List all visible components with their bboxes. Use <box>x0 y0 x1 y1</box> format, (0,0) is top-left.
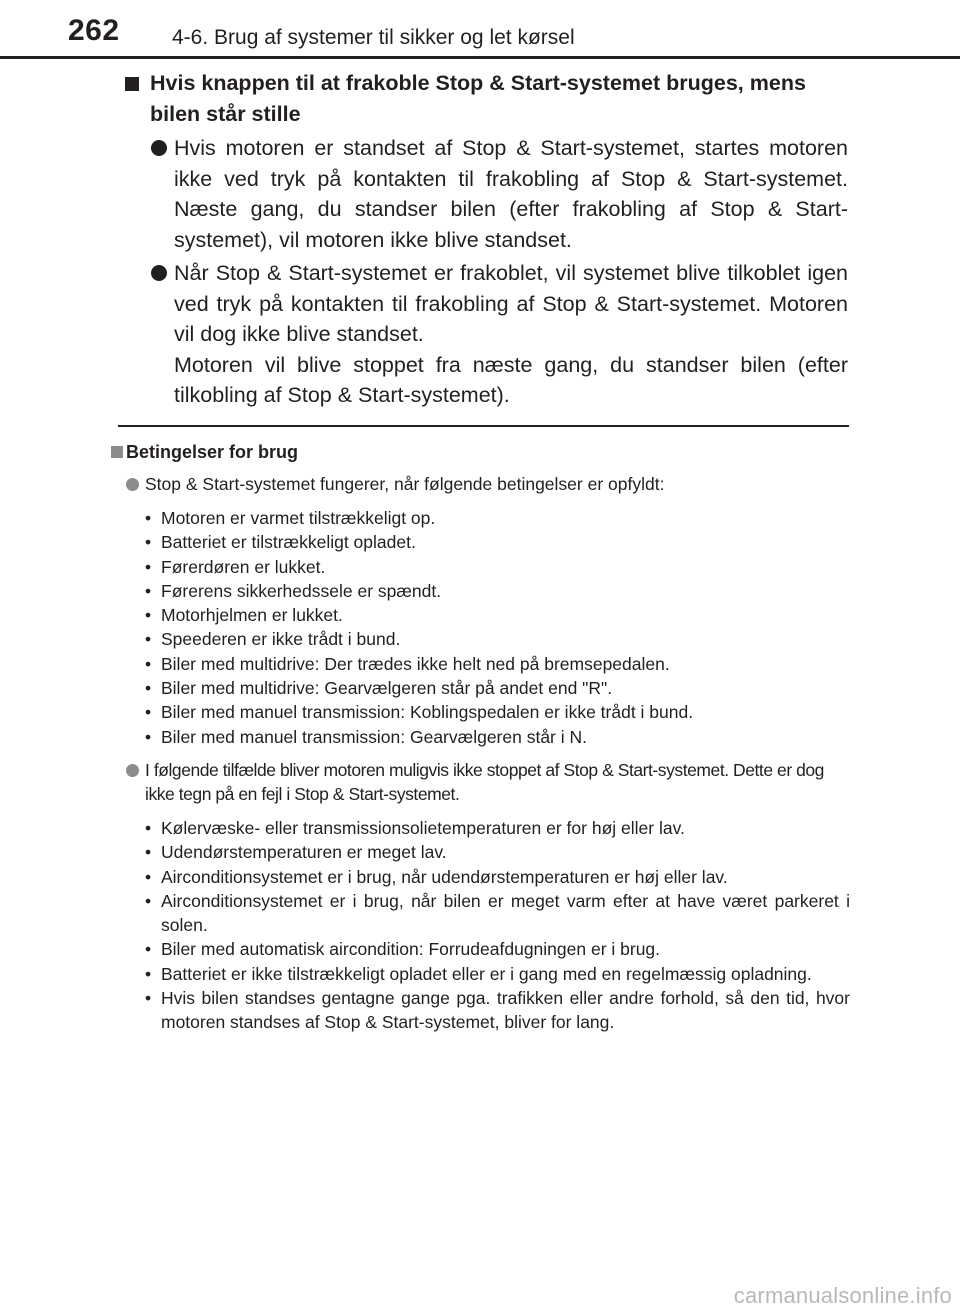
bullet-icon: • <box>145 532 152 553</box>
main-bullet-1 <box>123 133 848 255</box>
main-heading: Hvis knappen til at frakoble Stop & Start-systemet bruges, mens bilen står stille <box>150 71 806 126</box>
list-item <box>145 627 850 651</box>
bullet-icon: • <box>145 726 152 747</box>
list-item-text: Førerens sikkerhedssele er spændt. <box>161 580 442 601</box>
bullet-icon: • <box>145 605 152 626</box>
list-item-text: Motorhjelmen er lukket. <box>161 605 343 626</box>
list-item-text: Udendørstemperaturen er meget lav. <box>161 842 447 863</box>
main-section <box>123 68 848 411</box>
list-item-text: Kølervæske- eller transmissionsolietemperaturen er for høj eller lav. <box>161 817 685 838</box>
cases-intro: I følgende tilfælde bliver motoren muligvis ikke stoppet af Stop & Start-systemet. Dette er dog ikke tegn på en fejl i Stop & Start-systemet. <box>145 759 824 804</box>
list-item-text: Airconditionsystemet er i brug, når bilen er meget varm efter at have været parkeret i solen. <box>161 890 850 936</box>
list-item-text: Biler med automatisk aircondition: Forrudeafdugningen er i brug. <box>161 939 661 960</box>
list-item <box>145 603 850 627</box>
list-item <box>145 986 850 1035</box>
bullet-icon: • <box>145 702 152 723</box>
circle-bullet-icon <box>151 265 167 281</box>
notes-section <box>110 440 850 1035</box>
bullet-icon: • <box>145 817 152 838</box>
main-bullet-2 <box>123 258 848 411</box>
list-item <box>145 725 850 749</box>
list-item-text: Førerdøren er lukket. <box>161 556 326 577</box>
bullet-icon: • <box>145 963 152 984</box>
list-item-text: Motoren er varmet tilstrækkeligt op. <box>161 508 436 528</box>
bullet-icon: • <box>145 629 152 650</box>
main-bullet-2-text-2: Motoren vil blive stoppet fra næste gang, du standser bilen (efter tilkobling af Stop & Start-systemet). <box>174 352 848 407</box>
section-divider <box>118 425 849 427</box>
list-item <box>145 816 850 840</box>
bullet-icon: • <box>145 508 152 528</box>
bullet-icon: • <box>145 866 152 887</box>
list-item <box>145 652 850 676</box>
main-bullet-2-text: Når Stop & Start-systemet er frakoblet, vil systemet blive tilkoblet igen ved tryk på kontakten til frakobling af Stop & Start-systemet. Motoren vil dog ikke blive standset. <box>174 261 848 346</box>
watermark: carmanualsonline.info <box>733 1283 952 1308</box>
bullet-icon: • <box>145 988 152 1009</box>
header-divider <box>0 56 960 59</box>
list-item <box>145 889 850 938</box>
square-bullet-icon <box>125 77 139 91</box>
circle-bullet-icon <box>151 140 167 156</box>
circle-bullet-icon <box>126 764 139 777</box>
cases-intro-block <box>110 758 850 806</box>
bullet-icon: • <box>145 653 152 674</box>
bullet-icon: • <box>145 678 152 699</box>
bullet-icon: • <box>145 890 152 911</box>
main-bullet-1-text: Hvis motoren er standset af Stop & Start-systemet, startes motoren ikke ved tryk på kontakten til frakobling af Stop & Start-systemet. Næste gang, du standser bilen (efter frakobling af Stop & Start-systemet), vil motoren ikke blive standset. <box>174 136 848 252</box>
section-title: 4-6. Brug af systemer til sikker og let kørsel <box>172 26 575 49</box>
list-item-text: Batteriet er tilstrækkeligt opladet. <box>161 532 416 553</box>
bullet-icon: • <box>145 842 152 863</box>
list-item-text: Hvis bilen standses gentagne gange pga. trafikken eller andre forhold, så den tid, hvor motoren standses af Stop & Start-systemet, bliver for lang. <box>161 988 850 1033</box>
list-item <box>145 555 850 579</box>
list-item <box>145 937 850 961</box>
notes-heading-block <box>110 440 850 464</box>
bullet-icon: • <box>145 580 152 601</box>
list-item <box>145 579 850 603</box>
list-item <box>145 840 850 864</box>
conditions-list <box>110 506 850 749</box>
conditions-intro: Stop & Start-systemet fungerer, når følgende betingelser er opfyldt: <box>145 474 665 494</box>
notes-heading: Betingelser for brug <box>126 442 299 462</box>
list-item <box>145 506 850 530</box>
bullet-icon: • <box>145 939 152 960</box>
list-item-text: Airconditionsystemet er i brug, når udendørstemperaturen er høj eller lav. <box>161 866 728 887</box>
page-number: 262 <box>68 14 120 47</box>
list-item <box>145 676 850 700</box>
bullet-icon: • <box>145 556 152 577</box>
list-item <box>145 530 850 554</box>
list-item-text: Biler med manuel transmission: Gearvælgeren står i N. <box>161 726 587 747</box>
list-item <box>145 700 850 724</box>
conditions-intro-block <box>110 472 850 496</box>
list-item-text: Biler med multidrive: Der trædes ikke helt ned på bremsepedalen. <box>161 653 670 674</box>
list-item <box>145 865 850 889</box>
square-bullet-icon <box>111 446 123 458</box>
circle-bullet-icon <box>126 478 139 491</box>
list-item-text: Batteriet er ikke tilstrækkeligt opladet eller er i gang med en regelmæssig opladning. <box>161 963 812 984</box>
list-item <box>145 962 850 986</box>
list-item-text: Speederen er ikke trådt i bund. <box>161 629 401 650</box>
main-heading-block <box>123 68 848 130</box>
list-item-text: Biler med manuel transmission: Koblingspedalen er ikke trådt i bund. <box>161 702 694 723</box>
cases-list <box>110 816 850 1035</box>
list-item-text: Biler med multidrive: Gearvælgeren står på andet end "R". <box>161 678 613 699</box>
